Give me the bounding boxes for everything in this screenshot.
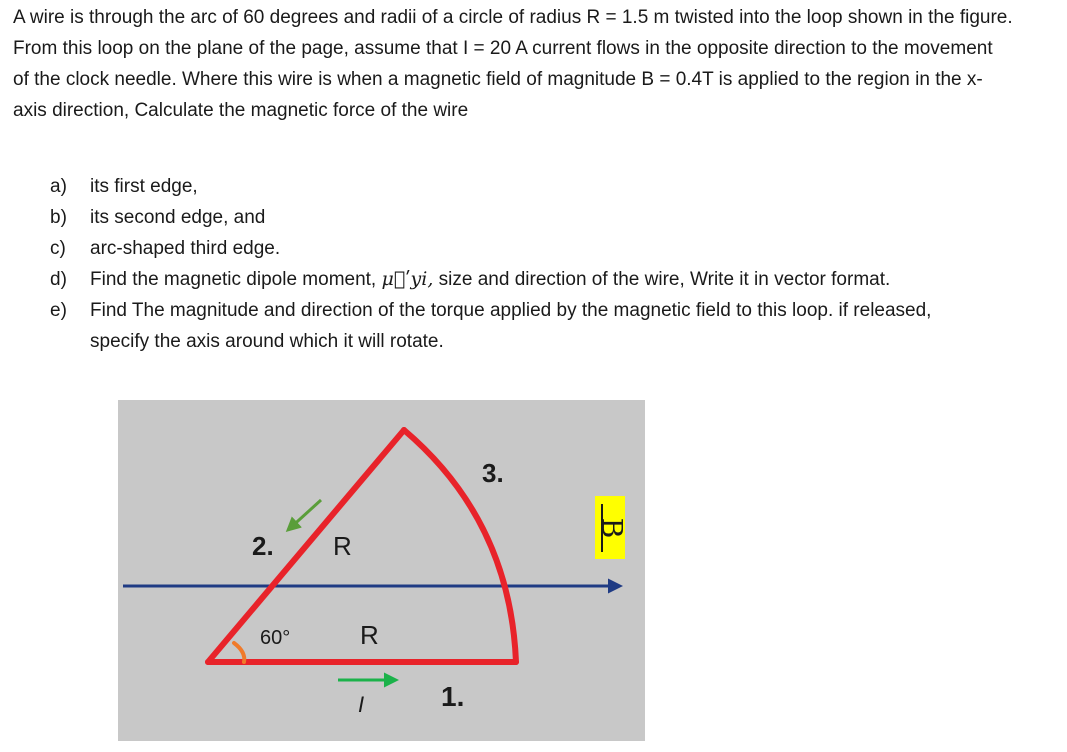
label-angle: 60°: [260, 627, 291, 649]
question-letter: e): [50, 300, 67, 321]
question-item: [50, 295, 1050, 357]
question-text: its first edge,: [90, 176, 198, 197]
question-text: Find The magnitude and direction of the torque applied by the magnetic field to this loop. if released, specify the axis around which it will rotate.: [90, 300, 932, 352]
field-label: B: [595, 517, 629, 539]
label-radius-upper: R: [333, 531, 352, 561]
label-radius-lower: R: [360, 620, 379, 650]
loop-diagram: [118, 400, 645, 741]
label-edge-1: 1.: [441, 681, 465, 712]
question-text: [90, 264, 970, 295]
dipole-moment-symbol: μ⃗ʹyi,: [381, 268, 434, 290]
question-letter: a): [50, 176, 67, 197]
question-text: arc-shaped third edge.: [90, 238, 281, 259]
problem-intro: A wire is through the arc of 60 degrees and radii of a circle of radius R = 1.5 m twisted into the loop shown in the figure. From this loop on the plane of the page, assume that I = 20 A current flows in the opposite direction to the movement of the clock needle. Where this wire is when a magnetic field of magnitude B = 0.4T is applied to the region in the x-axis direction, Calculate the magnetic force of the wire: [13, 7, 1013, 121]
force-arrow-icon: [288, 500, 321, 530]
question-item: [50, 264, 1050, 295]
question-text-before: Find the magnetic dipole moment,: [90, 269, 382, 290]
label-edge-3: 3.: [482, 458, 504, 488]
question-letter: d): [50, 269, 67, 290]
question-text: its second edge, and: [90, 207, 266, 228]
question-item: [50, 202, 1050, 233]
label-edge-2: 2.: [252, 531, 274, 561]
question-letter: b): [50, 207, 67, 228]
loop-figure: [118, 400, 645, 741]
question-item: [50, 233, 1050, 264]
question-letter: c): [50, 238, 66, 259]
label-current: I: [358, 692, 365, 717]
question-item: [50, 171, 1050, 202]
question-list: [50, 171, 1050, 357]
question-text-after: size and direction of the wire, Write it in vector format.: [433, 269, 891, 290]
